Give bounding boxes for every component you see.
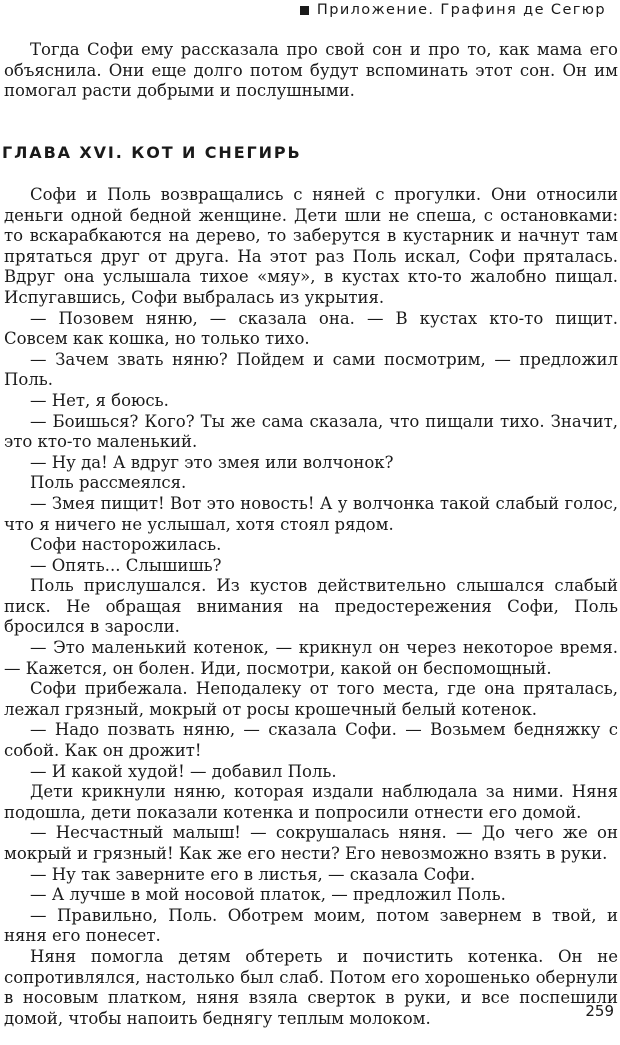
paragraph: — Надо позвать няню, — сказала Софи. — Возьмем бедняжку с собой. Как он дрожит!: [4, 720, 618, 761]
paragraph: Софи и Поль возвращались с няней с прогулки. Они относили деньги одной бедной женщине. Дети шли не спеша, с остановками: то вскарабкаются на дерево, то заберутся в кустарник и начнут там прятаться друг от друга. На этот раз Поль искал, Софи пряталась. Вдруг она услышала тихое «мяу», в кустах кто-то жалобно пищал. Испугавшись, Софи выбралась из укрытия.: [4, 185, 618, 307]
paragraph: — Ну да! А вдруг это змея или волчонок?: [30, 452, 394, 472]
running-header: [300, 2, 606, 18]
page-number: 259: [585, 1002, 614, 1020]
paragraph: — Позовем няню, — сказала она. — В кустах кто-то пищит. Совсем как кошка, но только тихо.: [4, 308, 618, 349]
paragraph: — И какой худой! — добавил Поль.: [30, 761, 337, 781]
paragraph: — Опять... Слышишь?: [30, 555, 222, 575]
paragraph: Софи прибежала. Неподалеку от того места, где она пряталась, лежал грязный, мокрый от росы крошечный белый котенок.: [4, 679, 618, 719]
paragraph: — Зачем звать няню? Пойдем и сами посмотрим, — предложил Поль.: [4, 349, 618, 390]
chapter-title: ГЛАВА XVI. КОТ И СНЕГИРЬ: [2, 143, 302, 162]
paragraph: — Несчастный малыш! — сокрушалась няня. — До чего же он мокрый и грязный! Как же его нести? Его невозможно взять в руки.: [4, 823, 618, 863]
paragraph: — А лучше в мой носовой платок, — предложил Поль.: [30, 885, 506, 905]
running-title: Приложение. Графиня де Сегюр: [316, 2, 606, 18]
paragraph: Тогда Софи ему рассказала про свой сон и про то, как мама его объяснила. Они еще долго потом будут вспоминать этот сон. Он им помогал расти добрыми и послушными.: [4, 40, 618, 101]
intro-text: [4, 40, 618, 102]
square-bullet-icon: [300, 6, 309, 15]
paragraph: Поль рассмеялся.: [30, 473, 187, 493]
paragraph: Няня помогла детям обтереть и почистить котенка. Он не сопротивлялся, настолько был слаб. Потом его хорошенько обернули в носовым платком, няня взяла сверток в руки, и все поспешили домой, чтобы напоить беднягу теплым молоком.: [4, 946, 618, 1028]
paragraph: — Это маленький котенок, — крикнул он через некоторое время. — Кажется, он болен. Иди, посмотри, какой он беспомощный.: [4, 638, 618, 678]
chapter-body: [4, 185, 618, 1029]
paragraph: — Змея пищит! Вот это новость! А у волчонка такой слабый голос, что я ничего не услышал, хотя стоял рядом.: [4, 493, 618, 534]
paragraph: Поль прислушался. Из кустов действительно слышался слабый писк. Не обращая внимания на предостережения Софи, Поль бросился в заросли.: [4, 576, 618, 637]
paragraph: — Нет, я боюсь.: [30, 390, 169, 410]
paragraph: — Боишься? Кого? Ты же сама сказала, что пищали тихо. Значит, это кто-то маленький.: [4, 411, 618, 452]
paragraph: — Ну так заверните его в листья, — сказала Софи.: [30, 864, 476, 884]
paragraph: — Правильно, Поль. Оботрем моим, потом завернем в твой, и няня его понесет.: [4, 905, 618, 946]
paragraph: Софи насторожилась.: [30, 535, 222, 555]
paragraph: Дети крикнули няню, которая издали наблюдала за ними. Няня подошла, дети показали котенка и попросили отнести его домой.: [4, 782, 618, 822]
